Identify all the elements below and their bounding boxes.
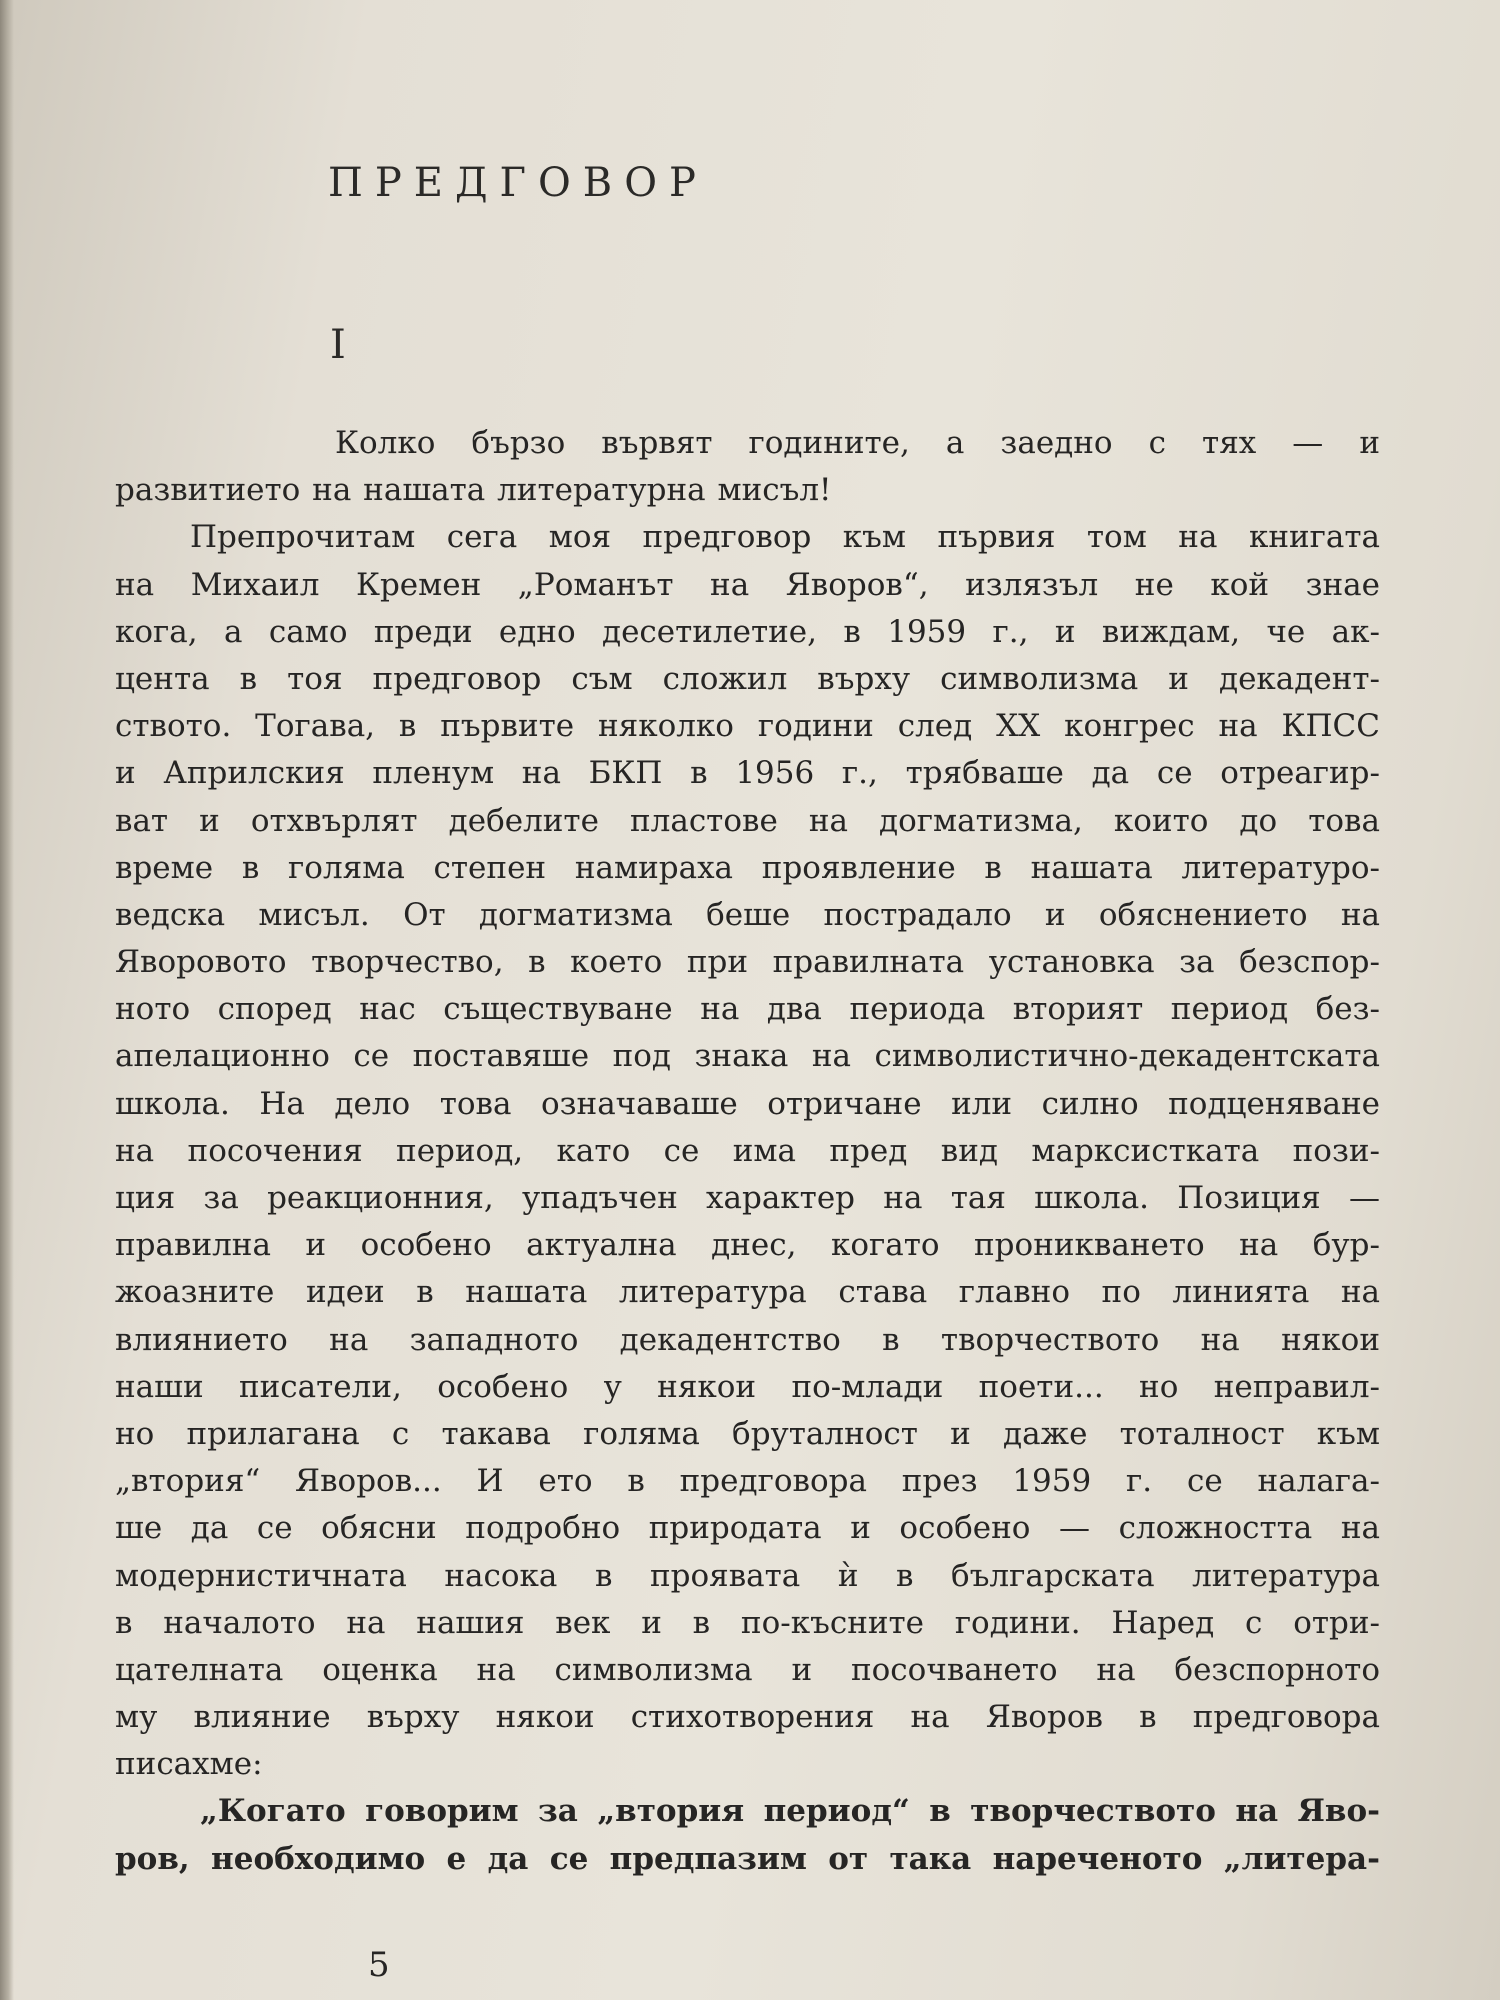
text-line: му влияние върху някои стихотворения на Яворов в предговора — [115, 1699, 1380, 1736]
text-line: ведска мисъл. От догматизма беше пострадало и обяснението на — [115, 896, 1380, 933]
text-line: школа. На дело това означаваше отричане или силно подценяване — [115, 1085, 1380, 1122]
body-text — [115, 420, 1380, 1883]
page-number: 5 — [368, 1945, 390, 1985]
text-line: „втория“ Яворов... И ето в предговора през 1959 г. се налага- — [115, 1463, 1380, 1500]
text-line: ше да се обясни подробно природата и особено — сложността на — [115, 1510, 1380, 1547]
text-line: на Михаил Кремен „Романът на Яворов“, излязъл не кой знае — [115, 566, 1380, 603]
quote-line: „Когато говорим за „втория период“ в творчеството на Яво- — [200, 1793, 1380, 1830]
text-line: на посочения период, като се има пред вид марксистката пози- — [115, 1132, 1380, 1169]
text-line: но прилагана с такава голяма бруталност и даже тоталност към — [115, 1415, 1380, 1452]
page-heading: ПРЕДГОВОР — [328, 160, 708, 206]
text-line: цента в тоя предговор съм сложил върху символизма и декадент- — [115, 660, 1380, 697]
text-line: развитието на нашата литературна мисъл! — [115, 472, 832, 509]
text-line: влиянието на западното декадентство в творчеството на някои — [115, 1321, 1380, 1358]
text-line: ват и отхвърлят дебелите пластове на догматизма, които до това — [115, 802, 1380, 839]
text-line: ното според нас съществуване на два периода вторият период без- — [115, 991, 1380, 1028]
text-line: цателната оценка на символизма и посочването на безспорното — [115, 1651, 1380, 1688]
text-line: Препрочитам сега моя предговор към първия том на книгата — [190, 519, 1380, 556]
text-line: апелационно се поставяше под знака на символистично-декадентската — [115, 1038, 1380, 1075]
text-line: писахме: — [115, 1746, 263, 1783]
text-line: и Априлския пленум на БКП в 1956 г., трябваше да се отреагир- — [115, 755, 1380, 792]
text-line: в началото на нашия век и в по-късните години. Наред с отри- — [115, 1604, 1380, 1641]
text-line: Яворовото творчество, в което при правилната установка за безспор- — [115, 944, 1380, 981]
text-line: модернистичната насока в проявата ѝ в българската литература — [115, 1557, 1380, 1594]
text-line: време в голяма степен намираха проявление в нашата литературо- — [115, 849, 1380, 886]
text-line: наши писатели, особено у някои по-млади поети... но неправил- — [115, 1368, 1380, 1405]
section-number: I — [330, 322, 346, 368]
book-binding-shadow — [0, 0, 14, 2000]
quote-line: ров, необходимо е да се предпазим от така нареченото „литера- — [115, 1840, 1380, 1877]
text-line: Колко бързо вървят годините, а заедно с тях — и — [335, 425, 1380, 461]
text-line: жоазните идеи в нашата литература става главно по линията на — [115, 1274, 1380, 1311]
text-line: кога, а само преди едно десетилетие, в 1959 г., и виждам, че ак- — [115, 613, 1380, 650]
text-line: ството. Тогава, в първите няколко години след XX конгрес на КПСС — [115, 708, 1380, 745]
text-line: ция за реакционния, упадъчен характер на тая школа. Позиция — — [115, 1180, 1380, 1216]
text-line: правилна и особено актуална днес, когато проникването на бур- — [115, 1227, 1380, 1264]
